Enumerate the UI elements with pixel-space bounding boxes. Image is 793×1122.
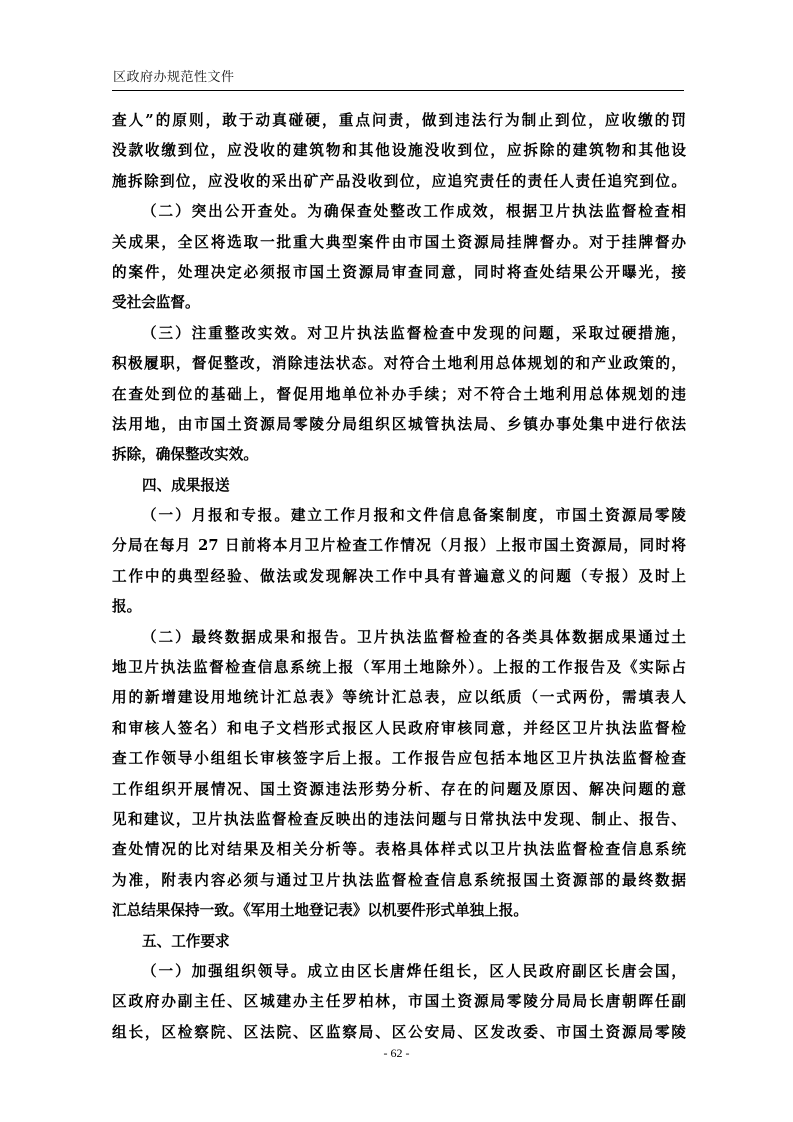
page-header: 区政府办规范性文件 bbox=[113, 70, 235, 85]
text-line: 为准，附表内容必须与通过卫片执法监督检查信息系统报国土资源部的最终数据 bbox=[112, 871, 686, 889]
text-line: （一）加强组织领导。成立由区长唐烨任组长，区人民政府副区长唐会国， bbox=[142, 962, 686, 980]
text-line: 的案件，处理决定必须报市国土资源局审查同意，同时将查处结果公开曝光，接 bbox=[112, 263, 686, 281]
text-line: 四、成果报送 bbox=[142, 476, 230, 494]
text-line: 五、工作要求 bbox=[142, 932, 230, 950]
page-number: - 62 - bbox=[383, 1046, 410, 1060]
text-line: 拆除，确保整改实效。 bbox=[112, 446, 258, 464]
text-line: 报。 bbox=[112, 598, 142, 616]
text-line: 查工作领导小组组长审核签字后上报。工作报告应包括本地区卫片执法监督检查 bbox=[112, 750, 686, 768]
text-line: 工作中的典型经验、做法或发现解决工作中具有普遍意义的问题（专报）及时上 bbox=[112, 567, 686, 585]
text-line: 地卫片执法监督检查信息系统上报（军用土地除外）。上报的工作报告及《实际占 bbox=[112, 659, 686, 677]
text-line: 没款收缴到位，应没收的建筑物和其他设施没收到位，应拆除的建筑物和其他设 bbox=[112, 142, 686, 160]
text-line: （二）最终数据成果和报告。卫片执法监督检查的各类具体数据成果通过土 bbox=[142, 628, 686, 646]
text-line: 关成果，全区将选取一批重大典型案件由市国土资源局挂牌督办。对于挂牌督办 bbox=[112, 233, 686, 251]
text-line: 汇总结果保持一致。《军用土地登记表》以机要件形式单独上报。 bbox=[112, 902, 528, 920]
text-line: 受社会监督。 bbox=[112, 294, 200, 312]
text-line: 积极履职，督促整改，消除违法状态。对符合土地利用总体规划的和产业政策的， bbox=[112, 355, 686, 373]
text-line: （一）月报和专报。建立工作月报和文件信息备案制度，市国土资源局零陵 bbox=[142, 507, 686, 525]
header-divider bbox=[112, 90, 684, 91]
text-line: 施拆除到位，应没收的采出矿产品没收到位，应追究责任的责任人责任追究到位。 bbox=[112, 172, 686, 190]
text-line: （三）注重整改实效。对卫片执法监督检查中发现的问题，采取过硬措施， bbox=[142, 324, 686, 342]
text-line: 和审核人签名）和电子文档形式报区人民政府审核同意，并经区卫片执法监督检 bbox=[112, 719, 686, 737]
text-line: 分局在每月 27 日前将本月卫片检查工作情况（月报）上报市国土资源局，同时将 bbox=[112, 537, 686, 555]
text-line: 在查处到位的基础上，督促用地单位补办手续；对不符合土地利用总体规划的违 bbox=[112, 385, 686, 403]
text-line: 见和建议，卫片执法监督检查反映出的违法问题与日常执法中发现、制止、报告、 bbox=[112, 810, 686, 828]
text-line: 区政府办副主任、区城建办主任罗柏林，市国土资源局零陵分局局长唐朝晖任副 bbox=[112, 993, 686, 1011]
text-line: 查处情况的比对结果及相关分析等。表格具体样式以卫片执法监督检查信息系统 bbox=[112, 841, 686, 859]
text-line: （二）突出公开查处。为确保查处整改工作成效，根据卫片执法监督检查相 bbox=[142, 203, 686, 221]
text-line: 组长，区检察院、区法院、区监察局、区公安局、区发改委、市国土资源局零陵 bbox=[112, 1023, 686, 1041]
text-line: 用的新增建设用地统计汇总表》等统计汇总表，应以纸质（一式两份，需填表人 bbox=[112, 689, 686, 707]
document-body bbox=[112, 106, 686, 1048]
text-line: 法用地，由市国土资源局零陵分局组织区城管执法局、乡镇办事处集中进行依法 bbox=[112, 415, 686, 433]
text-line: 工作组织开展情况、国土资源违法形势分析、存在的问题及原因、解决问题的意 bbox=[112, 780, 686, 798]
text-line: 查人”的原则，敢于动真碰硬，重点问责，做到违法行为制止到位，应收缴的罚 bbox=[112, 112, 686, 129]
